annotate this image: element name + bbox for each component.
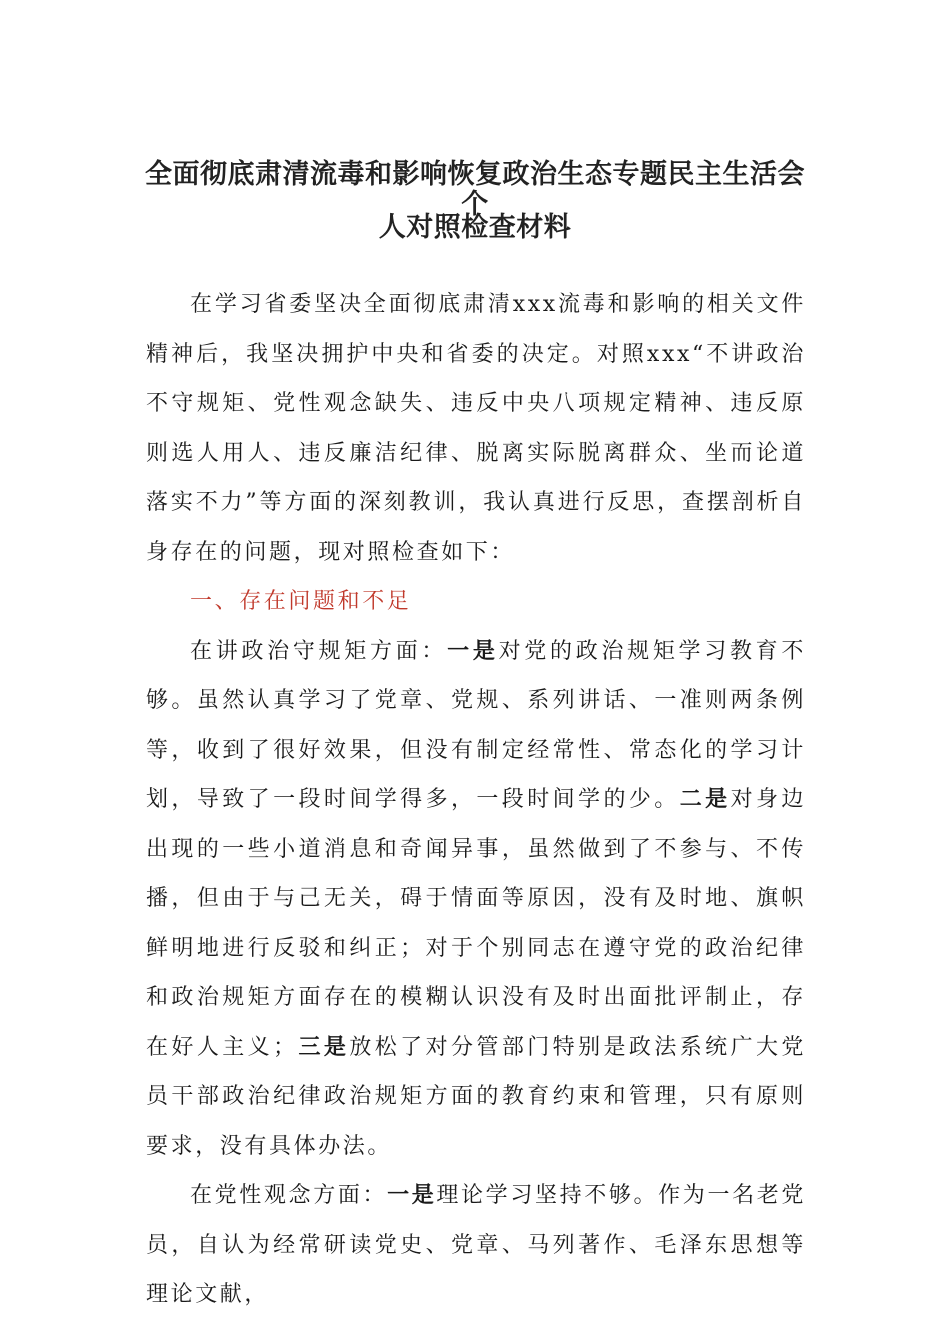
document-title-line-2: 人对照检查材料 xyxy=(378,212,572,243)
point-marker: 一是 xyxy=(447,638,499,664)
point-marker: 二是 xyxy=(679,787,731,812)
party-spirit-paragraph xyxy=(146,1171,806,1320)
point-marker: 一是 xyxy=(387,1183,437,1208)
point-text: 理论学习坚持不够。作为一名老党员，自认为经常研读党史、党章、马列著作、毛泽东思想等理论文献， xyxy=(146,1183,806,1307)
point-marker: 三是 xyxy=(297,1034,350,1060)
point-text: 放松了对分管部门特别是政法系统广大党员干部政治纪律政治规矩方面的教育约束和管理，只有原则要求，没有具体办法。 xyxy=(146,1034,807,1159)
point-text: 对党的政治规矩学习教育不够。虽然认真学习了党章、党规、系列讲话、一准则两条例等，收到了很好效果，但没有制定经常性、常态化的学习计划，导致了一段时间学得多，一段时间学的少。 xyxy=(146,638,806,812)
section-heading: 一、存在问题和不足 xyxy=(190,589,412,614)
document-title-line-1: 全面彻底肃清流毒和影响恢复政治生态专题民主生活会个 xyxy=(145,159,805,220)
paragraph-lead: 在讲政治守规矩方面： xyxy=(190,638,448,664)
document-body xyxy=(146,280,806,1320)
point-text: 对身边出现的一些小道消息和奇闻异事，虽然做到了不参与、不传播，但由于与己无关，碍于情面等原因，没有及时地、旗帜鲜明地进行反驳和纠正；对于个别同志在遵守党的政治纪律和政治规矩方面存在的模糊认识没有及时出面批评制止，存在好人主义； xyxy=(146,787,806,1060)
paragraph-lead: 在党性观念方面： xyxy=(190,1183,388,1208)
intro-paragraph: 在学习省委坚决全面彻底肃清xxx流毒和影响的相关文件精神后，我坚决拥护中央和省委的决定。对照xxx“不讲政治不守规矩、党性观念缺失、违反中央八项规定精神、违反原则选人用人、违反廉洁纪律、脱离实际脱离群众、坐而论道落实不力”等方面的深刻教训，我认真进行反思，查摆剖析自身存在的问题，现对照检查如下： xyxy=(146,292,806,565)
political-rules-paragraph xyxy=(146,627,806,1172)
